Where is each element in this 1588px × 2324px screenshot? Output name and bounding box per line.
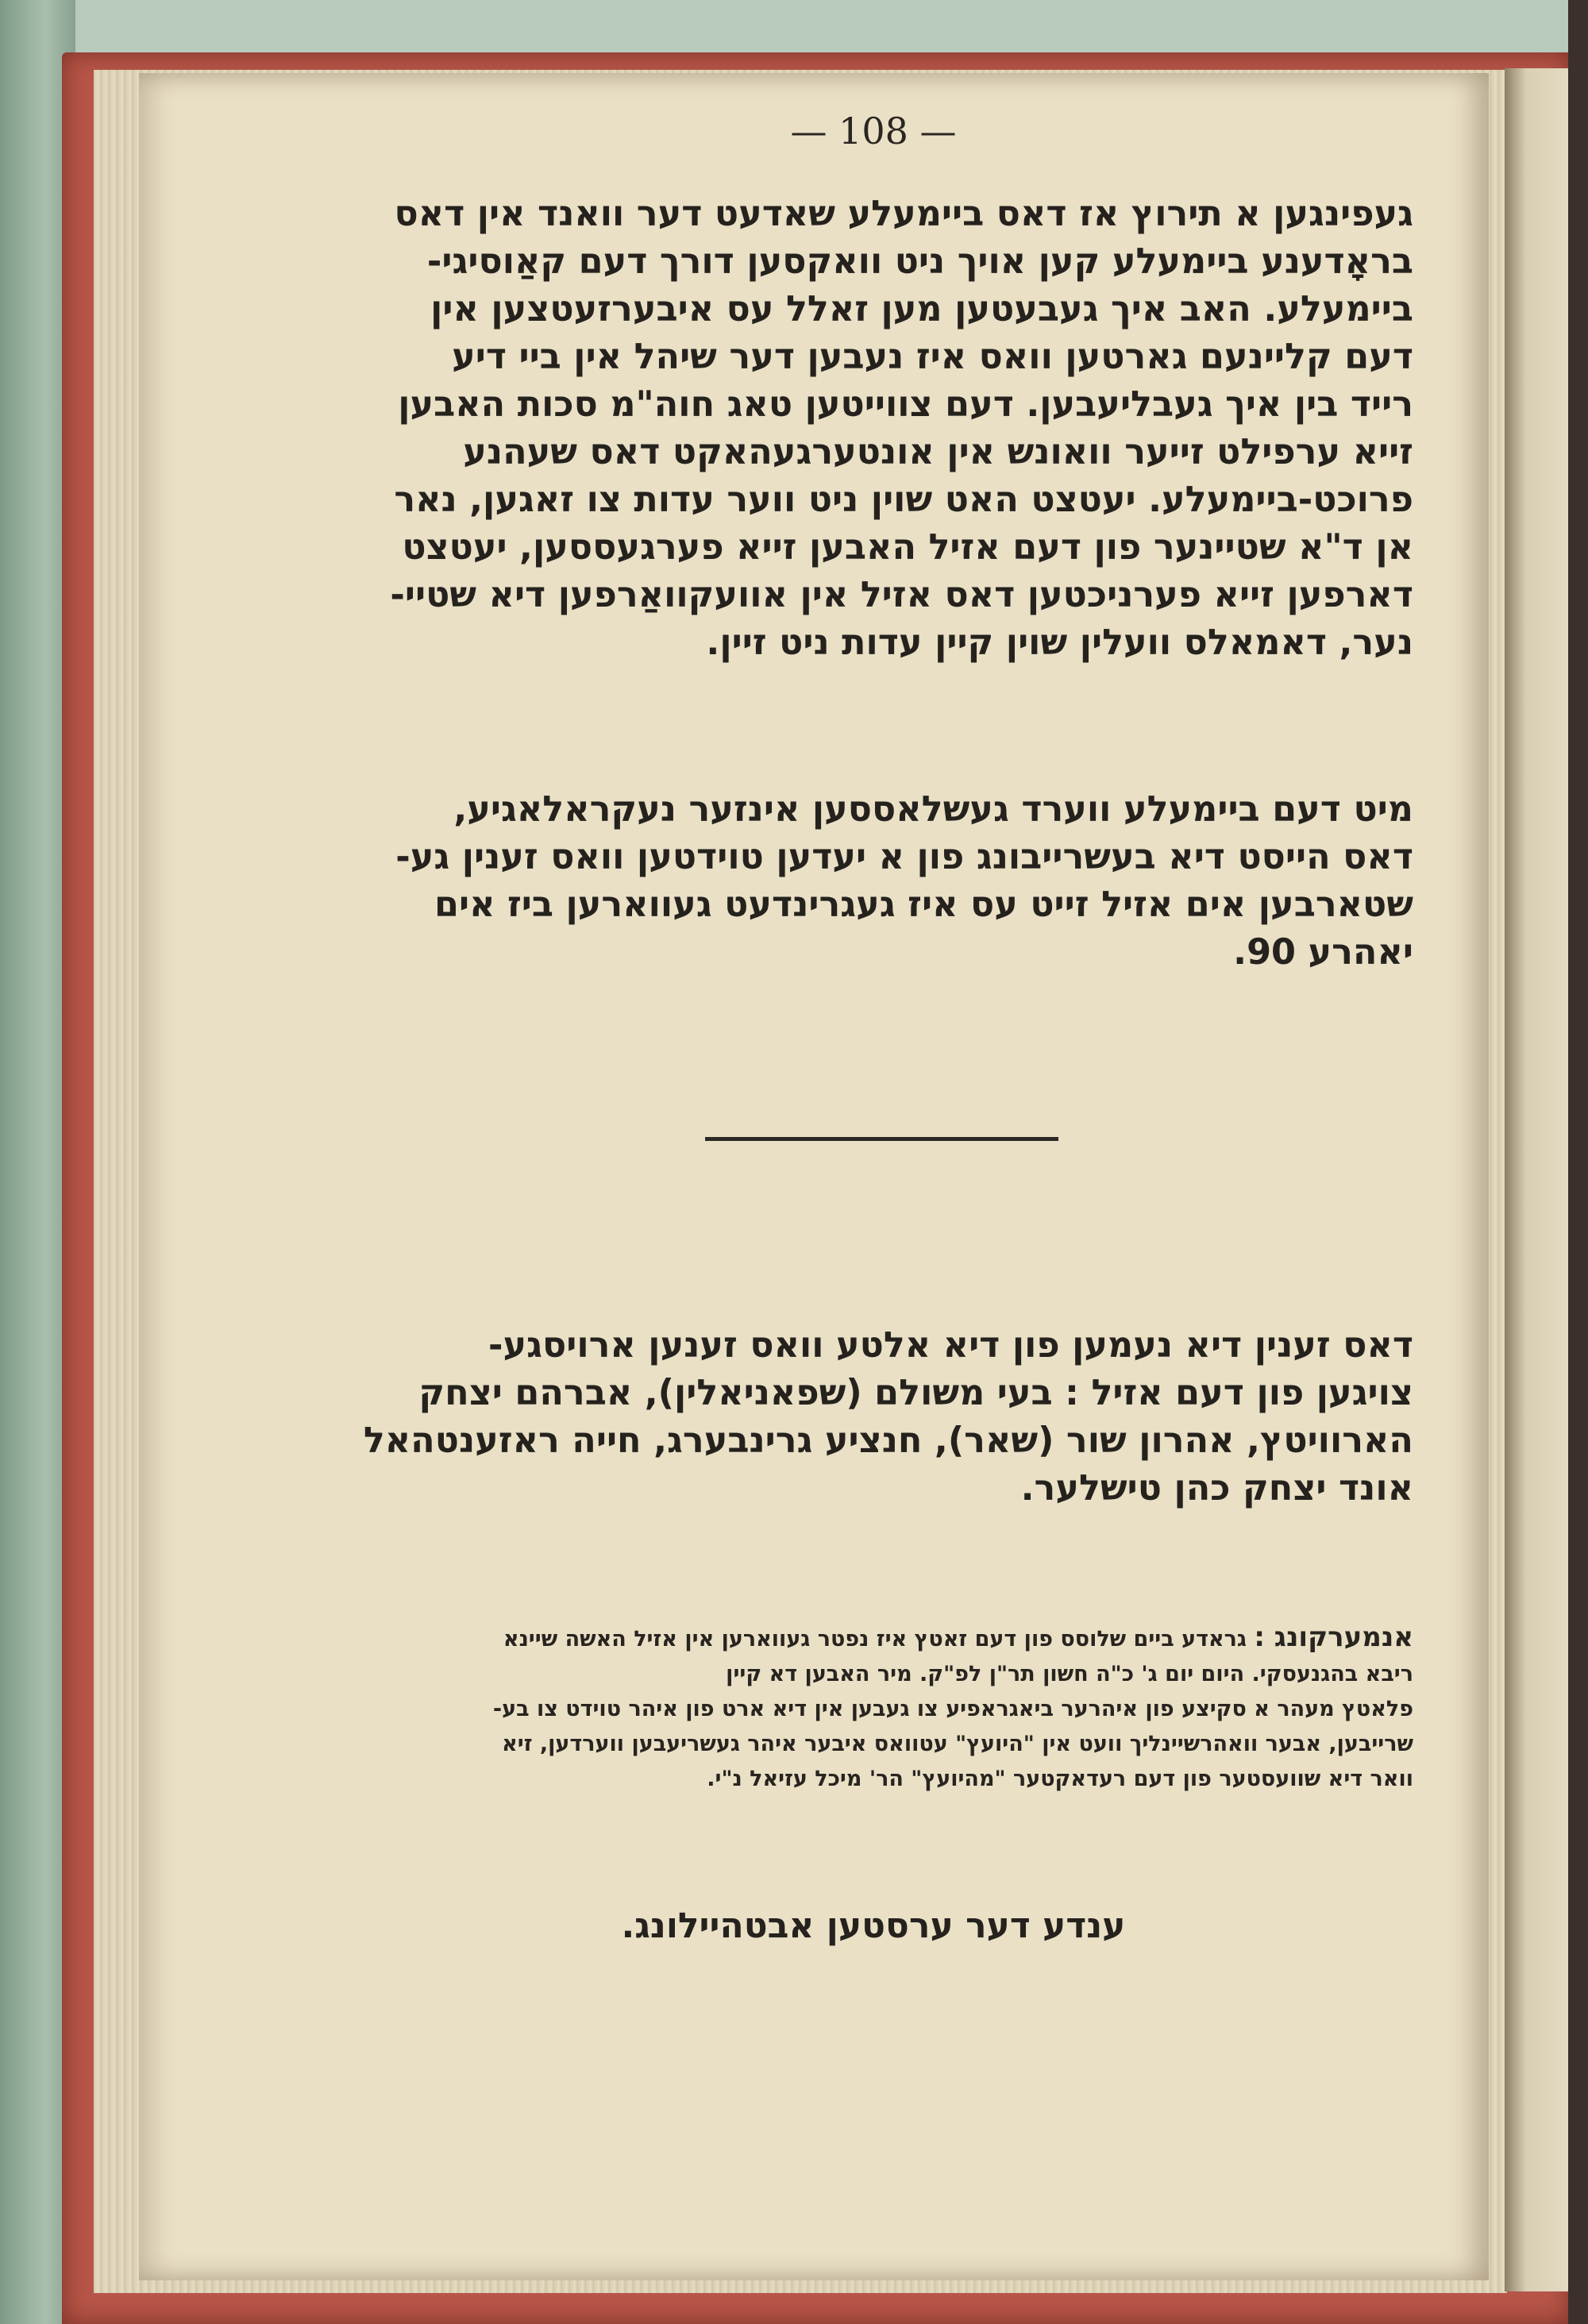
footnote-line: ריבא בהגנעסקי. היום יום ג' כ"ה חשון תר"ן לפ"ק. מיר האבען דא קיין — [726, 1662, 1413, 1686]
text-line: הארוויטץ, אהרון שור (שאר), חנציע גרינבערג, חייה ראזענטהאל — [363, 1420, 1413, 1461]
text-line: בראָדענע ביימעלע קען אויך ניט וואקסען דורך דעם קאַוסיגי- — [426, 241, 1413, 282]
footnote-line: פלאטץ מעהר א סקיצע פון איהרער ביאגראפיע צו געבען אין דיא ארט פון איהר טוידט צו בע- — [492, 1697, 1413, 1721]
text-line: דעם קליינעם גארטען וואס איז נעבען דער שיהל אין ביי דיע — [452, 337, 1413, 377]
text-line: רייד בין איך געבליעבען. דעם צווייטען טאג חוה"מ סכות האבען — [398, 384, 1413, 425]
footnote-label: אנמערקונג : — [1254, 1621, 1413, 1653]
text-line: דאס הייסט דיא בעשרייבונג פון א יעדען טוידטען וואס זענין גע- — [395, 837, 1413, 877]
text-line: דאס זענין דיא נעמען פון דיא אלטע וואס זענען ארויסגע- — [488, 1325, 1413, 1366]
footnote-line — [322, 1620, 1413, 1657]
paragraph-1 — [322, 191, 1413, 667]
text-line: צויגען פון דעם אזיל : בעי משולם (שפאניאלין), אברהם יצחק — [418, 1373, 1413, 1413]
section-divider — [705, 1137, 1058, 1141]
next-page-edge — [1505, 68, 1576, 2291]
text-line: אונד יצחק כהן טישלער. — [1020, 1468, 1413, 1509]
footnote-text: גראדע ביים שלוסס פון דעם זאטץ איז נפטר געווארען אין אזיל האשה שיינא — [503, 1627, 1247, 1651]
text-line: זייא ערפילט זייער וואונש אין אונטערגעהאקט דאס שעהנע — [463, 432, 1413, 472]
footnote-line: וואר דיא שוועסטער פון דעם רעדאקטער "מהיועץ" הר' מיכל עזיאל נ"י. — [707, 1767, 1413, 1791]
text-line: אן ד"א שטיינער פון דעם אזיל האבען זייא פערגעססען, יעטצט — [402, 527, 1413, 568]
text-line: ביימעלע. האב איך געבעטען מען זאלל עס איבערזעטצען אין — [430, 289, 1413, 330]
text-line: מיט דעם ביימעלע ווערד געשלאססען אינזער נעקראלאגיע, — [453, 789, 1413, 830]
background-right — [1568, 0, 1588, 2324]
paragraph-3 — [322, 1322, 1413, 1513]
footnote — [322, 1620, 1413, 1797]
text-line: שטארבען אים אזיל זייט עס איז געגרינדעט געווארען ביז אים — [434, 885, 1413, 925]
page-number: — 108 — — [790, 110, 957, 152]
text-line: פרוכט-ביימעלע. יעטצט האט שוין ניט ווער עדות צו זאגען, נאר — [394, 480, 1413, 520]
text-line: געפינגען א תירוץ אז דאס ביימעלע שאדעט דער וואנד אין דאס — [394, 194, 1413, 234]
text-line: נער, דאמאלס וועלין שוין קיין עדות ניט זיין. — [706, 622, 1413, 663]
text-line: יאהרע 90. — [1233, 932, 1413, 973]
section-end-title: ענדע דער ערסטען אבטהיילונג. — [621, 1906, 1126, 1946]
paragraph-2 — [322, 786, 1413, 977]
footnote-line: שרייבען, אבער וואהרשיינליך וועט אין "היועץ" עטוואס איבער איהר געשריעבען ווערדען, זיא — [502, 1732, 1413, 1756]
background-top — [0, 0, 1588, 56]
text-line: דארפען זייא פערניכטען דאס אזיל אין אוועקוואַרפען דיא שטיי- — [390, 575, 1413, 615]
